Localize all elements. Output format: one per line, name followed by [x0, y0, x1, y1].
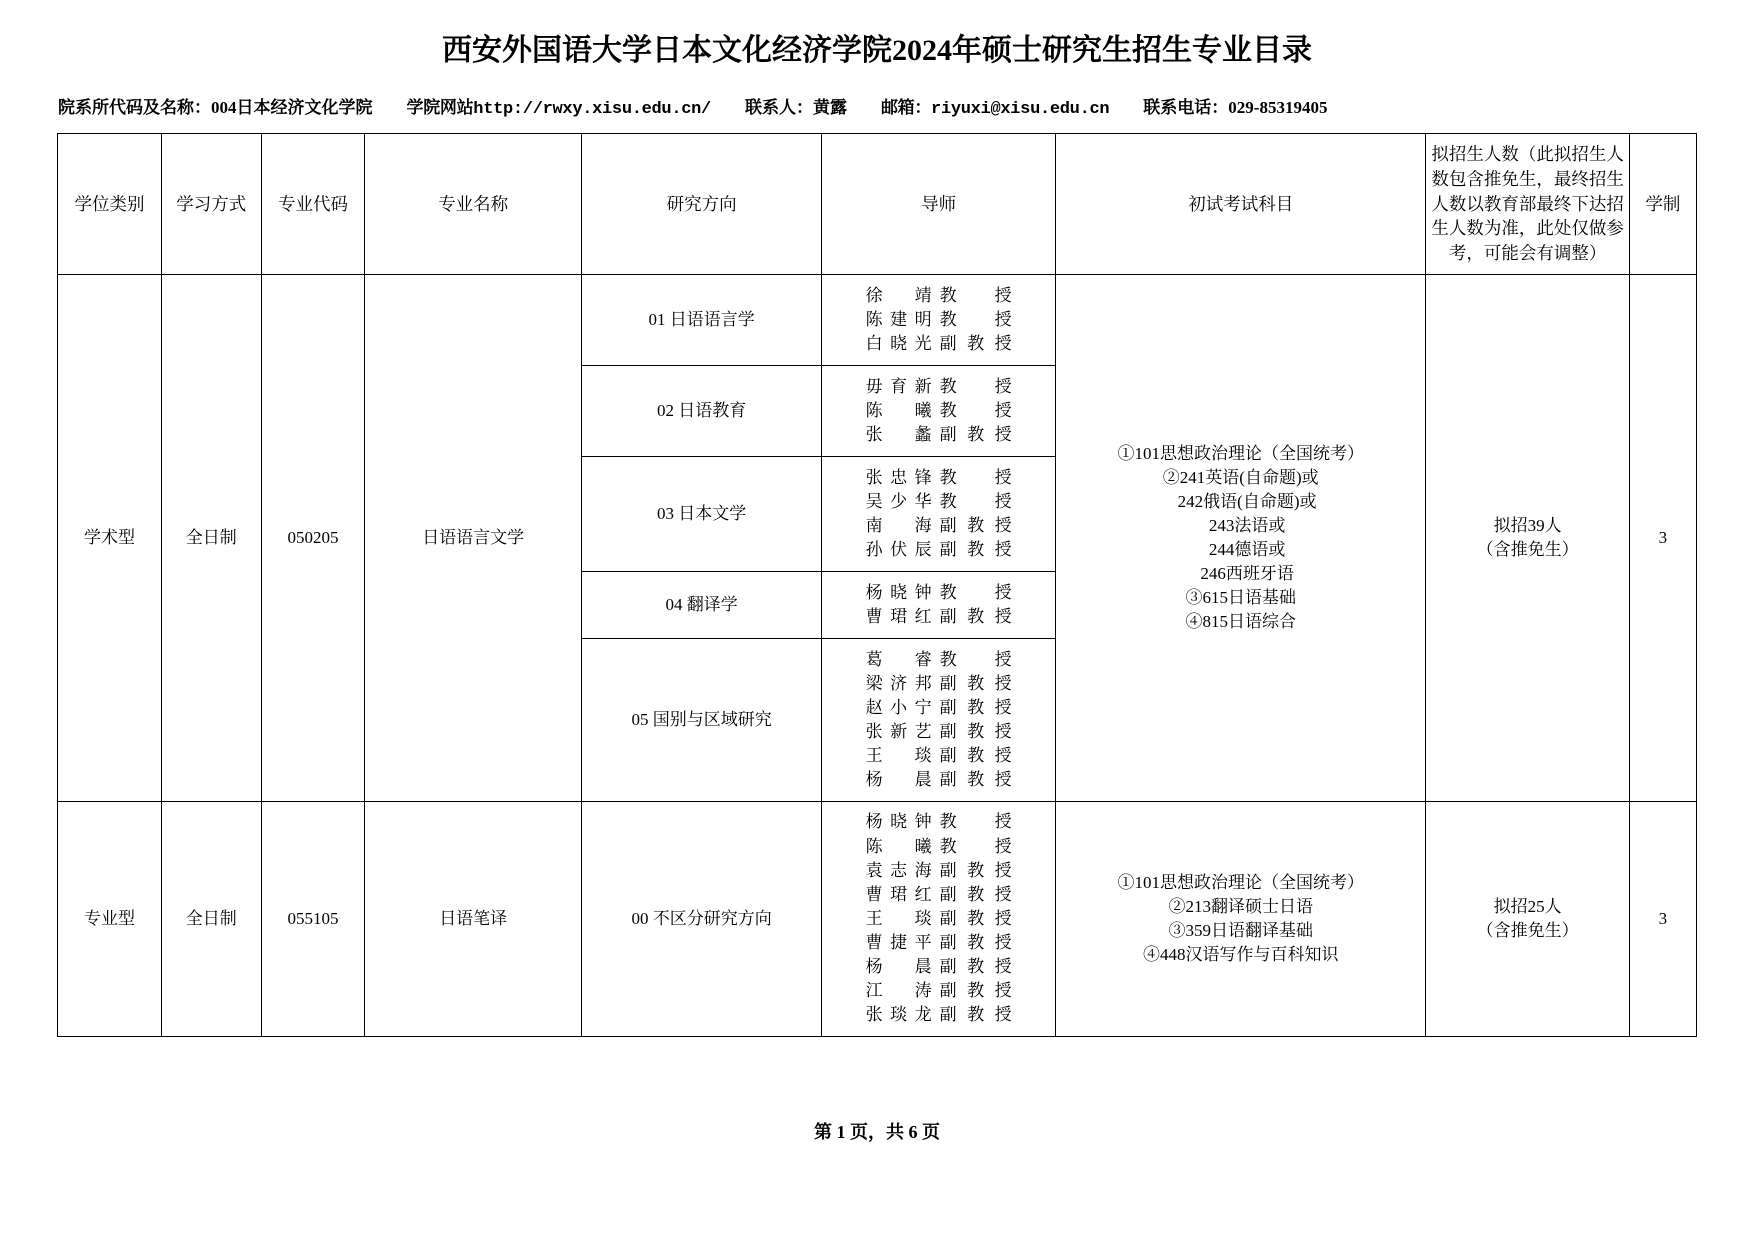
advisor-entry [825, 490, 1052, 514]
advisor-entry [825, 696, 1052, 720]
table-row [58, 275, 1697, 366]
advisor-entry [825, 284, 1052, 308]
exam-subject-line: ④815日语综合 [1185, 612, 1296, 632]
exam-subject-line: ②241英语(自命题)或 [1162, 467, 1319, 487]
advisor-entry [825, 581, 1052, 605]
column-header-major-name: 专业名称 [365, 134, 582, 275]
exam-subject-line: 244德语或 [1196, 540, 1286, 559]
cell-quota [1426, 802, 1630, 1037]
contact-email: 邮箱：riyuxi@xisu.edu.cn [880, 100, 1110, 119]
advisor-title: 副教授 [939, 908, 1012, 928]
advisor-title: 教授 [939, 582, 1012, 602]
advisor-name: 白晓光 [865, 334, 932, 354]
table-row [58, 802, 1697, 1037]
exam-subject-line: ③359日语翻译基础 [1168, 921, 1313, 940]
cell-research-direction: 05 国别与区域研究 [581, 639, 821, 802]
advisor-title: 教授 [939, 836, 1012, 856]
column-header-degree-type: 学位类别 [58, 134, 162, 275]
table-header-row [58, 134, 1697, 275]
advisor-title: 教授 [939, 467, 1012, 487]
advisor-title: 教授 [939, 649, 1012, 669]
column-header-exam-subjects: 初试考试科目 [1056, 134, 1426, 275]
advisor-name: 张蠡 [865, 425, 932, 445]
advisor-name: 孙伏辰 [865, 540, 932, 560]
department-code-name: 院系所代码及名称：004日本经济文化学院 [58, 98, 373, 117]
cell-duration: 3 [1629, 802, 1696, 1037]
advisor-name: 杨晓钟 [865, 812, 932, 832]
cell-advisor-list [822, 639, 1056, 802]
page-title: 西安外国语大学日本文化经济学院2024年硕士研究生招生专业目录 [442, 34, 1312, 67]
advisor-entry [825, 810, 1052, 834]
cell-research-direction: 01 日语语言学 [581, 275, 821, 366]
cell-major-name: 日语语言文学 [365, 275, 582, 802]
advisor-name: 曹捷平 [865, 933, 932, 953]
exam-subject-line: ④448汉语写作与百科知识 [1142, 945, 1339, 965]
advisor-title: 副教授 [939, 770, 1012, 790]
advisor-entry [825, 835, 1052, 859]
advisor-title: 教授 [939, 491, 1012, 511]
quota-line: （含推免生） [1476, 540, 1579, 559]
column-header-quota: 拟招生人数（此拟招生人数包含推免生，最终招生人数以教育部最终下达招生人数为准，此处仅做参考，可能会有调整） [1426, 134, 1630, 275]
advisor-entry [825, 332, 1052, 356]
quota-line: （含推免生） [1476, 921, 1579, 940]
table-header [58, 134, 1697, 275]
advisor-entry [825, 423, 1052, 447]
advisor-entry [825, 672, 1052, 696]
cell-study-mode: 全日制 [161, 275, 261, 802]
advisor-title: 副教授 [939, 722, 1012, 741]
advisor-entry [825, 1003, 1052, 1027]
advisor-title: 副教授 [939, 516, 1012, 535]
table-body [58, 275, 1697, 1037]
cell-research-direction: 02 日语教育 [581, 366, 821, 457]
advisor-name: 江涛 [865, 981, 932, 1001]
advisor-entry [825, 883, 1052, 907]
advisor-entry [825, 859, 1052, 883]
advisor-name: 葛睿 [865, 649, 932, 669]
exam-subject-line: ①101思想政治理论（全国统考） [1117, 443, 1364, 463]
advisor-name: 王琰 [865, 908, 932, 928]
column-header-major-code: 专业代码 [261, 134, 365, 275]
advisor-entry [825, 308, 1052, 332]
advisor-entry [825, 538, 1052, 562]
exam-subject-line: ②213翻译硕士日语 [1168, 896, 1313, 916]
cell-advisor-list [822, 802, 1056, 1037]
advisor-title: 教授 [939, 376, 1012, 396]
advisor-name: 张琰龙 [865, 1005, 932, 1025]
contact-phone: 联系电话：029-85319405 [1143, 98, 1328, 117]
advisor-title: 副教授 [939, 933, 1012, 953]
advisor-entry [825, 955, 1052, 979]
cell-major-code: 050205 [261, 275, 365, 802]
column-header-advisor: 导师 [822, 134, 1056, 275]
college-website[interactable]: 学院网站http://rwxy.xisu.edu.cn/ [406, 100, 711, 119]
advisor-name: 陈曦 [865, 400, 932, 420]
page-number-footer: 第 1 页，共 6 页 [814, 1122, 940, 1142]
exam-subject-line: 242俄语(自命题)或 [1164, 491, 1317, 511]
advisor-title: 教授 [939, 400, 1012, 420]
advisor-title: 副教授 [939, 334, 1012, 354]
exam-subject-line: 246西班牙语 [1187, 564, 1294, 584]
advisor-entry [825, 931, 1052, 955]
advisor-entry [825, 744, 1052, 768]
advisor-title: 副教授 [939, 1005, 1012, 1025]
cell-major-name: 日语笔译 [365, 802, 582, 1037]
advisor-title: 副教授 [939, 746, 1012, 766]
advisor-name: 曹珺红 [865, 884, 932, 904]
advisor-entry [825, 979, 1052, 1003]
advisor-title: 副教授 [939, 981, 1012, 1001]
cell-research-direction: 03 日本文学 [581, 457, 821, 572]
advisor-title: 副教授 [939, 425, 1012, 445]
advisor-entry [825, 907, 1052, 931]
advisor-name: 毋育新 [865, 376, 932, 396]
advisor-name: 杨晓钟 [865, 582, 932, 602]
advisor-name: 陈曦 [865, 836, 932, 856]
cell-degree-type: 专业型 [58, 802, 162, 1037]
advisor-title: 副教授 [939, 957, 1012, 977]
advisor-name: 徐靖 [865, 285, 932, 305]
quota-line: 拟招25人 [1493, 896, 1562, 916]
advisor-title: 副教授 [939, 697, 1012, 717]
advisor-title: 副教授 [939, 540, 1012, 560]
cell-exam-subjects [1056, 802, 1426, 1037]
advisor-name: 吴少华 [865, 491, 932, 511]
advisor-entry [825, 466, 1052, 490]
cell-quota [1426, 275, 1630, 802]
advisor-name: 曹珺红 [865, 607, 932, 626]
exam-subject-line: 243法语或 [1196, 515, 1286, 535]
advisor-entry [825, 605, 1052, 629]
cell-advisor-list [822, 275, 1056, 366]
advisor-title: 教授 [939, 309, 1012, 329]
exam-subject-line: ③615日语基础 [1185, 588, 1296, 608]
admissions-catalog-table [57, 133, 1697, 1037]
advisor-name: 张忠锋 [865, 467, 932, 487]
cell-research-direction: 00 不区分研究方向 [581, 802, 821, 1037]
advisor-name: 杨晨 [865, 770, 932, 790]
cell-degree-type: 学术型 [58, 275, 162, 802]
advisor-title: 副教授 [939, 860, 1012, 880]
cell-study-mode: 全日制 [161, 802, 261, 1037]
cell-major-code: 055105 [261, 802, 365, 1037]
advisor-entry [825, 375, 1052, 399]
advisor-name: 杨晨 [865, 957, 932, 977]
advisor-entry [825, 648, 1052, 672]
contact-person: 联系人：黄露 [744, 98, 847, 117]
advisor-name: 张新艺 [865, 722, 932, 741]
cell-exam-subjects [1056, 275, 1426, 802]
advisor-entry [825, 399, 1052, 423]
cell-duration: 3 [1629, 275, 1696, 802]
advisor-name: 陈建明 [865, 309, 932, 329]
cell-advisor-list [822, 366, 1056, 457]
advisor-title: 副教授 [939, 884, 1012, 904]
document-meta-line [0, 93, 1754, 119]
exam-subject-line: ①101思想政治理论（全国统考） [1117, 872, 1364, 892]
cell-advisor-list [822, 457, 1056, 572]
column-header-duration: 学制 [1629, 134, 1696, 275]
advisor-name: 王琰 [865, 746, 932, 766]
advisor-title: 教授 [939, 285, 1012, 305]
quota-line: 拟招39人 [1493, 515, 1562, 535]
advisor-name: 南海 [865, 516, 932, 535]
advisor-name: 梁济邦 [865, 673, 932, 693]
advisor-entry [825, 720, 1052, 744]
cell-advisor-list [822, 572, 1056, 639]
column-header-study-mode: 学习方式 [161, 134, 261, 275]
advisor-title: 教授 [939, 812, 1012, 832]
advisor-entry [825, 768, 1052, 792]
advisor-name: 袁志海 [865, 860, 932, 880]
cell-research-direction: 04 翻译学 [581, 572, 821, 639]
advisor-entry [825, 514, 1052, 538]
advisor-title: 副教授 [939, 673, 1012, 693]
column-header-research-direction: 研究方向 [581, 134, 821, 275]
advisor-name: 赵小宁 [865, 697, 932, 717]
advisor-title: 副教授 [939, 607, 1012, 626]
